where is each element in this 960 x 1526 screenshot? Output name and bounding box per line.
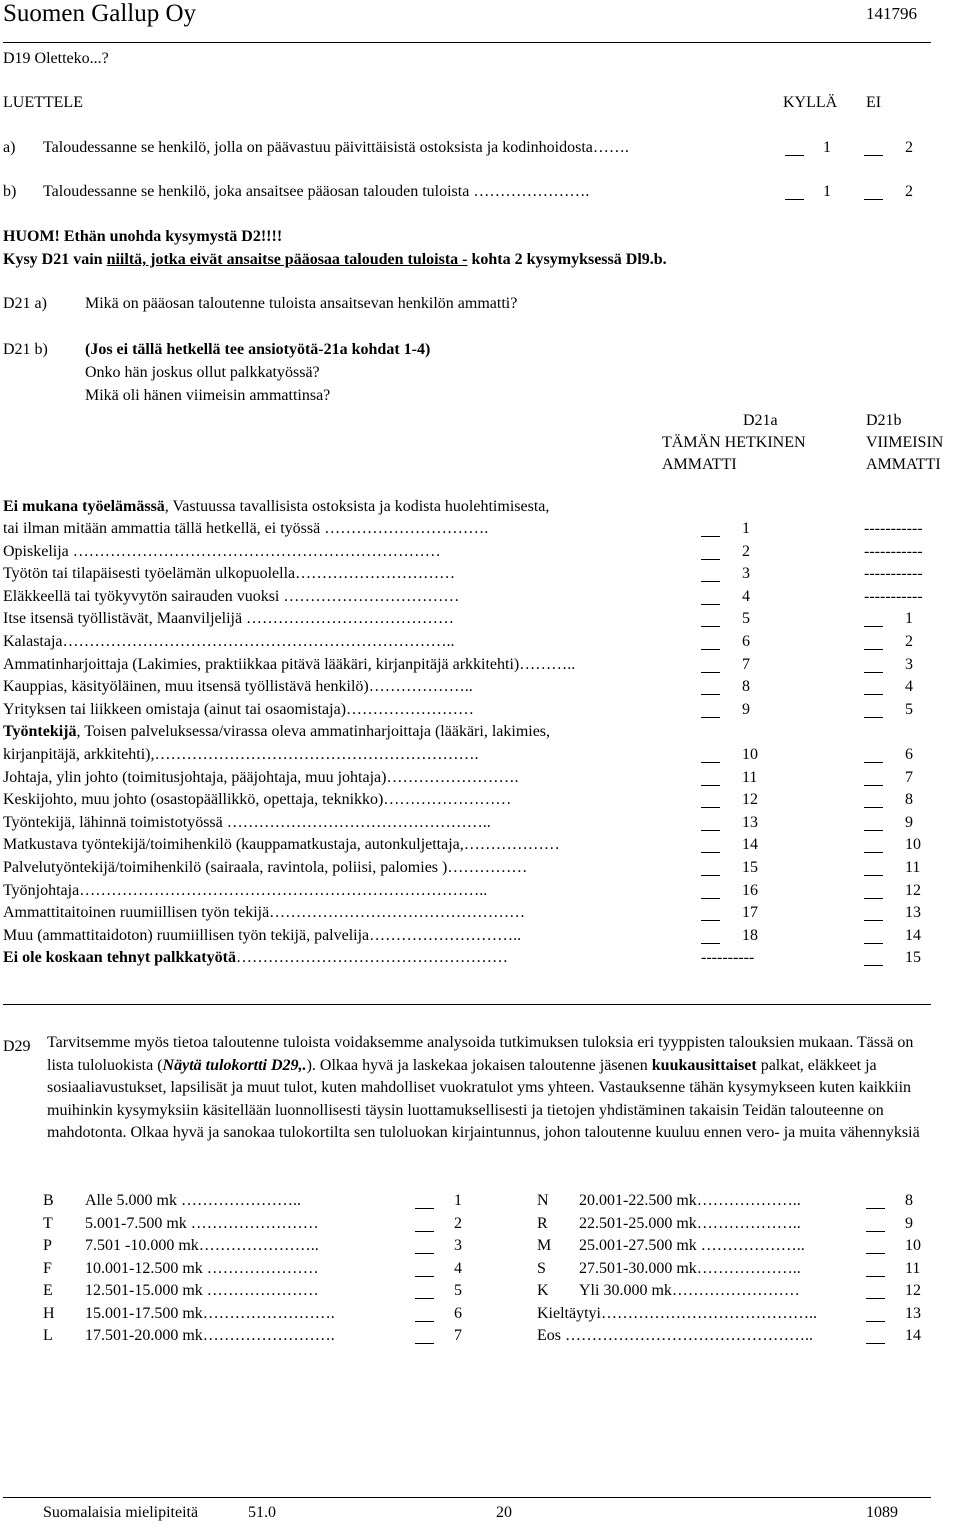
code-b: 3 <box>905 655 913 673</box>
occupation-text <box>3 747 479 763</box>
code-b: 14 <box>905 926 921 944</box>
occupation-text <box>3 634 455 650</box>
answer-blank[interactable] <box>415 1208 434 1209</box>
code-b: ----------- <box>864 587 923 605</box>
code-a: 13 <box>742 813 758 831</box>
answer-blank-b[interactable] <box>864 762 883 763</box>
occupation-text <box>3 702 474 718</box>
code-b: 15 <box>905 949 921 967</box>
occupation-label: Kalastaja……………………………………………………………….. <box>3 633 455 650</box>
income-range: 25.001-27.500 mk ……………….. <box>579 1237 805 1254</box>
income-range: 12.501-15.000 mk ………………… <box>85 1282 319 1299</box>
income-code: 12 <box>905 1282 921 1299</box>
d21b-question-1: Onko hän joskus ollut palkkatyössä? <box>85 364 320 381</box>
answer-blank[interactable] <box>864 199 883 200</box>
d21a-col-header <box>662 410 806 476</box>
occupation-label: kirjanpitäjä, arkkitehti),……………………………………………………. <box>3 746 479 763</box>
code-b: 6 <box>905 746 913 763</box>
answer-blank-b[interactable] <box>864 830 883 831</box>
code-b: ----------- <box>864 542 923 560</box>
occupation-text <box>3 860 527 876</box>
answer-blank-a[interactable] <box>701 898 720 899</box>
answer-blank-a[interactable] <box>701 875 720 876</box>
answer-blank[interactable] <box>864 155 883 156</box>
answer-blank[interactable] <box>866 1276 885 1277</box>
answer-blank[interactable] <box>415 1231 434 1232</box>
d21a-label: D21 a) <box>3 295 47 312</box>
income-letter: L <box>43 1327 53 1344</box>
answer-blank-a[interactable] <box>701 943 720 944</box>
d19-item-letter: a) <box>3 139 16 156</box>
answer-blank-a[interactable] <box>701 807 720 808</box>
occupation-text <box>3 521 488 537</box>
code-b: 9 <box>905 813 913 831</box>
col-a-line: D21a <box>743 412 778 429</box>
d21b-question-2: Mikä oli hänen viimeisin ammattinsa? <box>85 387 331 404</box>
income-letter: M <box>537 1237 552 1254</box>
income-letter: T <box>43 1214 53 1232</box>
answer-blank-a[interactable] <box>701 694 720 695</box>
d21b-label: D21 b) <box>3 341 48 358</box>
occupation-text <box>3 950 508 966</box>
col-a-line: AMMATTI <box>662 456 737 473</box>
answer-blank-a[interactable] <box>701 717 720 718</box>
code-a: 10 <box>742 746 758 763</box>
answer-blank[interactable] <box>866 1298 885 1299</box>
code-b: 10 <box>905 836 921 854</box>
income-code: 11 <box>905 1259 921 1277</box>
d29-paragraph <box>47 1032 927 1145</box>
answer-blank[interactable] <box>866 1231 885 1232</box>
footer-publication: Suomalaisia mielipiteitä <box>43 1504 199 1521</box>
income-range: 27.501-30.000 mk……………….. <box>579 1259 801 1277</box>
occupation-label: Työnjohtaja………………………………………………………………….. <box>3 881 488 899</box>
code-b: 2 <box>905 633 913 650</box>
income-code: 3 <box>454 1237 462 1254</box>
code-a: 12 <box>742 791 758 809</box>
occupation-label: , Toisen palveluksessa/virassa oleva ammatinharjoittaja (lääkäri, lakimies, <box>76 723 551 741</box>
occupation-label: Keskijohto, muu johto (osastopäällikkö, opettaja, teknikko)…………………… <box>3 791 512 809</box>
intro-rest: , Vastuussa tavallisista ostoksista ja kodista huolehtimisesta, <box>164 498 550 515</box>
answer-blank-a[interactable] <box>701 581 720 582</box>
col-b-line: VIIMEISIN <box>866 434 944 451</box>
d19-title: D19 Oletteko...? <box>3 50 109 67</box>
code-a: 9 <box>742 700 750 718</box>
job-number: 141796 <box>866 4 917 23</box>
footer-divider <box>3 1497 931 1498</box>
code-b: 5 <box>905 700 913 718</box>
answer-blank[interactable] <box>866 1343 885 1344</box>
answer-blank-b[interactable] <box>864 920 883 921</box>
occupation-text <box>3 589 459 605</box>
occupation-label: Kauppias, käsityöläinen, muu itsensä työllistävä henkilö)……………….. <box>3 678 473 696</box>
occupation-text <box>3 815 491 831</box>
code-b: 4 <box>905 678 913 696</box>
income-letter: E <box>43 1282 53 1299</box>
income-range: 7.501 -10.000 mk………………….. <box>85 1237 319 1254</box>
code-b: 13 <box>905 904 921 922</box>
occupation-bold: Ei ole koskaan tehnyt palkkatyötä <box>3 949 236 967</box>
section-divider <box>3 1004 931 1005</box>
income-code: 1 <box>454 1192 462 1209</box>
occupation-text <box>3 657 575 673</box>
d29-p1: Tarvitsemme myös tietoa taloutenne tuloista voidaksemme analysoida tutkimuksen tuloksia eri tyyppisten talouksien mukaan. Tässä on lista tuloluokista ( <box>47 1034 914 1074</box>
occupation-label: Matkustava työntekijä/toimihenkilö (kauppamatkustaja, autonkuljettaja,……………… <box>3 836 560 854</box>
answer-blank-b[interactable] <box>864 672 883 673</box>
d21b-col-header <box>866 410 943 476</box>
income-range: Kieltäytyi………………………………….. <box>537 1304 817 1322</box>
d21b-condition: (Jos ei tällä hetkellä tee ansiotyötä-21a kohdat 1-4) <box>85 341 431 358</box>
d29-p2: ). Olkaa hyvä ja laskekaa jokaisen taloutenne jäsenen <box>306 1056 652 1074</box>
code-b: 7 <box>905 768 913 786</box>
answer-blank-a[interactable] <box>701 830 720 831</box>
occupation-label: Palvelutyöntekijä/toimihenkilö (sairaala, ravintola, poliisi, palomies )…………… <box>3 859 528 876</box>
answer-blank-b[interactable] <box>864 717 883 718</box>
occupation-label: tai ilman mitään ammattia tällä hetkellä, ei työssä …………………………. <box>3 520 489 537</box>
yes-code: 1 <box>823 183 831 200</box>
occupation-label: …………………………………………… <box>235 949 508 967</box>
occupation-text <box>3 883 487 899</box>
answer-blank-a[interactable] <box>701 649 720 650</box>
header-divider <box>3 42 931 43</box>
intro-bold: Ei mukana työelämässä <box>3 498 165 515</box>
huom-note: HUOM! Ethän unohda kysymystä D2!!!! <box>3 228 283 245</box>
code-b: 12 <box>905 881 921 899</box>
income-range: 15.001-17.500 mk……………………. <box>85 1304 335 1322</box>
income-letter: S <box>537 1259 546 1277</box>
income-code: 9 <box>905 1214 913 1232</box>
answer-blank-b[interactable] <box>864 965 883 966</box>
code-a: 5 <box>742 610 750 628</box>
income-letter: H <box>43 1304 55 1322</box>
occupation-label: Työntekijä, lähinnä toimistotyössä ………………………………………….. <box>3 813 491 831</box>
code-a: 2 <box>742 542 750 560</box>
income-code: 4 <box>454 1259 462 1277</box>
d21a-question: Mikä on pääosan taloutenne tuloista ansaitsevan henkilön ammatti? <box>85 295 518 312</box>
answer-blank[interactable] <box>415 1321 434 1322</box>
d19-item-text: Taloudessanne se henkilö, joka ansaitsee pääosan talouden tuloista …………………. <box>43 183 590 200</box>
code-a: 7 <box>742 655 750 673</box>
income-code: 10 <box>905 1237 921 1254</box>
occupation-text <box>3 770 518 786</box>
occupation-label: Itse itsensä työllistävät, Maanviljelijä ………………………………… <box>3 610 455 628</box>
occupation-bold: Työntekijä <box>3 723 77 741</box>
kysy-instruction <box>3 252 667 268</box>
code-a: 15 <box>742 859 758 876</box>
code-b: 1 <box>905 610 913 628</box>
occupation-label: Yrityksen tai liikkeen omistaja (ainut tai osaomistaja)…………………… <box>3 700 475 718</box>
occupation-label: Ammattitaitoinen ruumiillisen työn tekijä………………………………………… <box>3 904 526 922</box>
code-a: 6 <box>742 633 750 650</box>
occupation-text <box>3 566 455 582</box>
company-name: Suomen Gallup Oy <box>3 0 197 27</box>
answer-blank-a[interactable] <box>701 852 720 853</box>
income-range: 22.501-25.000 mk……………….. <box>579 1214 801 1232</box>
income-letter: R <box>537 1214 548 1232</box>
answer-blank-b[interactable] <box>864 694 883 695</box>
col-b-line: D21b <box>866 412 902 429</box>
d29-label: D29 <box>3 1038 31 1055</box>
answer-blank-b[interactable] <box>864 898 883 899</box>
answer-blank-b[interactable] <box>864 875 883 876</box>
answer-blank-a[interactable] <box>701 672 720 673</box>
income-code: 5 <box>454 1282 462 1299</box>
code-a: 17 <box>742 904 758 922</box>
answer-blank-b[interactable] <box>864 943 883 944</box>
code-a: 4 <box>742 587 750 605</box>
occupation-text <box>3 837 560 853</box>
code-a: 18 <box>742 926 758 944</box>
answer-blank[interactable] <box>866 1208 885 1209</box>
income-letter: F <box>43 1259 52 1277</box>
income-range: 10.001-12.500 mk ………………… <box>85 1259 319 1277</box>
code-b: 11 <box>905 859 921 876</box>
income-letter: B <box>43 1192 54 1209</box>
code-a: 16 <box>742 881 758 899</box>
footer-page: 20 <box>496 1504 512 1521</box>
code-a: 1 <box>742 520 750 537</box>
answer-blank-b[interactable] <box>864 649 883 650</box>
code-a: 14 <box>742 836 758 854</box>
income-code: 8 <box>905 1192 913 1209</box>
d19-item-text: Taloudessanne se henkilö, jolla on päävastuu päivittäisistä ostoksista ja kodinhoidosta……. <box>43 139 629 156</box>
code-b: ----------- <box>864 565 923 583</box>
answer-blank-a[interactable] <box>701 559 720 560</box>
occupation-text <box>3 724 550 740</box>
answer-blank[interactable] <box>415 1276 434 1277</box>
income-range: Eos ……………………………………….. <box>537 1327 813 1344</box>
answer-blank[interactable] <box>866 1321 885 1322</box>
code-a: 11 <box>742 768 758 786</box>
answer-blank-a[interactable] <box>701 626 720 627</box>
income-code: 6 <box>454 1304 462 1322</box>
answer-blank-a[interactable] <box>701 920 720 921</box>
income-code: 7 <box>454 1327 462 1344</box>
income-range: Yli 30.000 mk…………………… <box>579 1282 800 1299</box>
income-range: 5.001-7.500 mk …………………… <box>85 1214 319 1232</box>
d19-col-no: EI <box>866 94 882 111</box>
code-a: 8 <box>742 678 750 696</box>
d19-col-yes: KYLLÄ <box>783 94 838 111</box>
income-range: Alle 5.000 mk ………………….. <box>85 1192 301 1209</box>
answer-blank-a[interactable] <box>701 536 720 537</box>
occupation-text <box>3 928 521 944</box>
code-a: 3 <box>742 565 750 583</box>
occupation-label: Ammatinharjoittaja (Lakimies, praktiikkaa pitävä lääkäri, kirjanpitäjä arkkitehti)……….. <box>3 655 576 673</box>
kysy-underlined: niiltä, jotka eivät ansaitse pääosaa talouden tuloista - <box>106 251 468 268</box>
kysy-suffix: kohta 2 kysymyksessä Dl9.b. <box>467 251 667 268</box>
code-b: 8 <box>905 791 913 809</box>
occupation-text <box>3 544 441 560</box>
answer-blank-a[interactable] <box>701 785 720 786</box>
d21-intro <box>3 499 549 515</box>
occupation-label: Muu (ammattitaidoton) ruumiillisen työn tekijä, palvelija……………………….. <box>3 926 522 944</box>
answer-blank[interactable] <box>785 199 804 200</box>
answer-blank-b[interactable] <box>864 785 883 786</box>
income-range: 20.001-22.500 mk……………….. <box>579 1192 801 1209</box>
occupation-text <box>3 905 525 921</box>
income-code: 13 <box>905 1304 921 1322</box>
footer-issue: 51.0 <box>248 1504 276 1521</box>
answer-blank-a[interactable] <box>701 604 720 605</box>
answer-blank-a[interactable] <box>701 762 720 763</box>
code-a: ---------- <box>701 949 755 967</box>
d29-card-ref: Näytä tulokortti D29,. <box>162 1056 307 1074</box>
no-code: 2 <box>905 139 913 156</box>
answer-blank[interactable] <box>415 1298 434 1299</box>
occupation-label: Johtaja, ylin johto (toimitusjohtaja, pääjohtaja, muu johtaja)……………………. <box>3 768 519 786</box>
d19-item-letter: b) <box>3 183 17 200</box>
answer-blank-b[interactable] <box>864 807 883 808</box>
d19-list-label: LUETTELE <box>3 94 83 111</box>
income-code: 14 <box>905 1327 921 1344</box>
kysy-prefix: Kysy D21 vain <box>3 251 107 268</box>
answer-blank[interactable] <box>866 1253 885 1254</box>
income-letter: K <box>537 1282 549 1299</box>
occupation-label: Opiskelija …………………………………………………………… <box>3 542 441 560</box>
no-code: 2 <box>905 183 913 200</box>
yes-code: 1 <box>823 139 831 156</box>
answer-blank[interactable] <box>415 1343 434 1344</box>
income-range: 17.501-20.000 mk……………………. <box>85 1327 335 1344</box>
answer-blank-b[interactable] <box>864 626 883 627</box>
d29-monthly: kuukausittaiset <box>651 1056 757 1074</box>
answer-blank-b[interactable] <box>864 852 883 853</box>
occupation-label: Työtön tai tilapäisesti työelämän ulkopuolella………………………… <box>3 565 456 583</box>
d29-p3: palkat, eläkkeet ja sosiaaliavustukset, lapsilisät ja muut tulot, kuten mahdolliset vuokratulot yms yhteen. Vastauksenne tähän kysymykseen kuten kaikkiin muihinkin kysymyksiin käsitellään luonnollisesti täysin luottamuksellisesti ja tietojen yhdistäminen takaisin Teidän talouteenne on mahdotonta. Olkaa hyvä ja sanokaa tulokortilta sen tuloluokan kirjaintunnus, johon taloutenne kuuluu ennen vero- ja muita vähennyksiä <box>47 1056 920 1142</box>
occupation-text <box>3 792 511 808</box>
code-b: ----------- <box>864 520 923 537</box>
income-letter: P <box>43 1237 52 1254</box>
income-letter: N <box>537 1192 549 1209</box>
answer-blank[interactable] <box>785 155 804 156</box>
occupation-text <box>3 679 473 695</box>
answer-blank[interactable] <box>415 1253 434 1254</box>
income-code: 2 <box>454 1214 462 1232</box>
col-a-line: TÄMÄN HETKINEN <box>662 434 806 451</box>
occupation-label: Eläkkeellä tai työkyvytön sairauden vuoksi …………………………… <box>3 587 460 605</box>
col-b-line: AMMATTI <box>866 456 941 473</box>
occupation-text <box>3 611 454 627</box>
footer-number: 1089 <box>866 1504 898 1521</box>
